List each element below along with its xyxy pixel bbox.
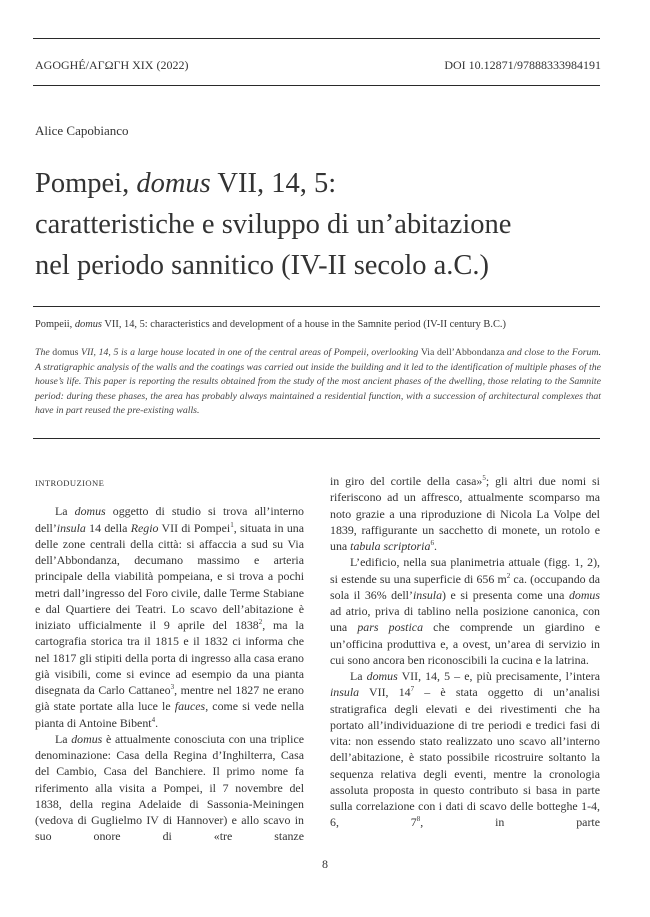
footnote-ref: 3 — [170, 683, 175, 692]
footnote-ref: 4 — [151, 715, 156, 724]
title-line-3: nel periodo sannitico (IV-II secolo a.C.) — [35, 250, 490, 281]
paragraph: L’edificio, nella sua planimetria attuale (figg. 1, 2), si estende su una superficie di 656 $m^2$ ca. (occupando da sola il 36% dell’insula) e si presenta come una domus ad atrio, priva di tablino nella posizione canonica, con una pars postica che comprende un giardino e un’officina produttiva e, a ovest, un’area di servizio in cui sono ancora ben riconoscibili la cucina e la latrina. — [330, 555, 600, 667]
title-line-1: Pompei, domus VII, 14, 5: — [35, 168, 337, 199]
footnote-ref: 1 — [230, 520, 234, 529]
footnote-ref: 5 — [482, 474, 486, 483]
abstract-rule — [33, 438, 600, 439]
footnote-ref: 8 — [416, 815, 421, 824]
paragraph: La domus è attualmente conosciuta con una triplice denominazione: Casa della Regina d’Inghilterra, Casa del Cambio, Casa del Banchiere. Il primo nome fa riferimento alla visita a Pompei, il 7 novembre del 1838, della regina Adelaide di Sassonia-Meiningen (vedova di Guglielmo IV di Hannover) e allo scavo in suo onore di «tre stanze — [35, 731, 304, 844]
footnote-ref: 7 — [410, 685, 415, 694]
header-rule — [33, 85, 600, 86]
english-title: Pompeii, domus VII, 14, 5: characteristics and development of a house in the Samnite period (IV-II century B.C.) — [35, 319, 506, 330]
title-rule — [33, 306, 600, 307]
left-column — [35, 473, 304, 845]
doi-header: DOI 10.12871/97888333984191 — [444, 58, 601, 72]
footnote-ref: 2 — [258, 618, 263, 627]
paragraph: La domus oggetto di studio si trova all’interno dell’insula 14 della Regio VII di Pompei$^1$, situata in una delle zone centrali della città: si affaccia a sud su Via dell’Abbondanza, decumano massimo e arteria principale della viabilità pompeiana, e si trova a pochi metri dall’ingresso del Foro civile, dalle Terme Stabiane e dal Quartiere dei Teatri. Lo scavo dell’abitazione è iniziato ufficialmente il 9 aprile del 1838$^2$, ma la cartografia storica tra il 1815 e il 1832 ci informa che nel 1817 gli stipiti della porta di ingresso alla casa erano già visibili, come si evince ad esempio da una pianta disegnata da Carlo Cattaneo$^3$, mentre nel 1827 ne erano già state portate alla luce le fauces, come si vede nella pianta di Antoine Bibent$^4$. — [35, 504, 304, 730]
abstract: The domus VII, 14, 5 is a large house located in one of the central areas of Pompeii, overlooking Via dell’Abbondanza and close to the Forum. A stratigraphic analysis of the walls and the coatings was carried out inside the building and it led to the identification of multiple phases of the house’s life. This paper is reporting the results obtained from the study of the most ancient phases of the dwelling, those relating to the Samnite period: during these phases, the area has probably always maintained a residential function, with a succession of architectural complexes that have in part reused the pre-existing walls. — [35, 347, 601, 417]
title-line-2: caratteristiche e sviluppo di un’abitazione — [35, 209, 512, 240]
footnote-ref: 6 — [430, 539, 434, 548]
paragraph: in giro del cortile della casa»$^5$; gli altri due nomi si riferiscono ad un affresco, attualmente scomparso ma noto grazie a una riproduzione di Nicola La Volpe del 1839, raffigurante un sacchetto di monete, un rotolo e una tabula scriptoria$^6$. — [330, 474, 600, 553]
article-title — [35, 163, 605, 286]
paragraph: La domus VII, 14, 5 – e, più precisamente, l’intera insula VII, $14^7$ – è stata oggetto di un’analisi stratigrafica degli elevati e dei rivestimenti che ha portato all’individuazione di tre periodi e tredici fasi di vita: non essendo stato realizzato uno scavo all’interno dell’abitazione, è stato possibile ricostruire soltanto la sequenza relativa degli eventi, mentre la cronologia assoluta proposta in questo contributo si basa in parte sulla correlazione con i dati di scavo delle botteghe 1-4, 6, $7^8$, in parte — [330, 669, 600, 830]
author-name: Alice Capobianco — [35, 123, 129, 138]
top-rule — [33, 38, 600, 39]
page-number: 8 — [322, 857, 328, 871]
right-column — [330, 473, 600, 831]
journal-header: AGOGHÉ/ΑΓΩΓΗ XIX (2022) — [35, 58, 189, 72]
section-heading: INTRODUZIONE — [35, 478, 105, 488]
